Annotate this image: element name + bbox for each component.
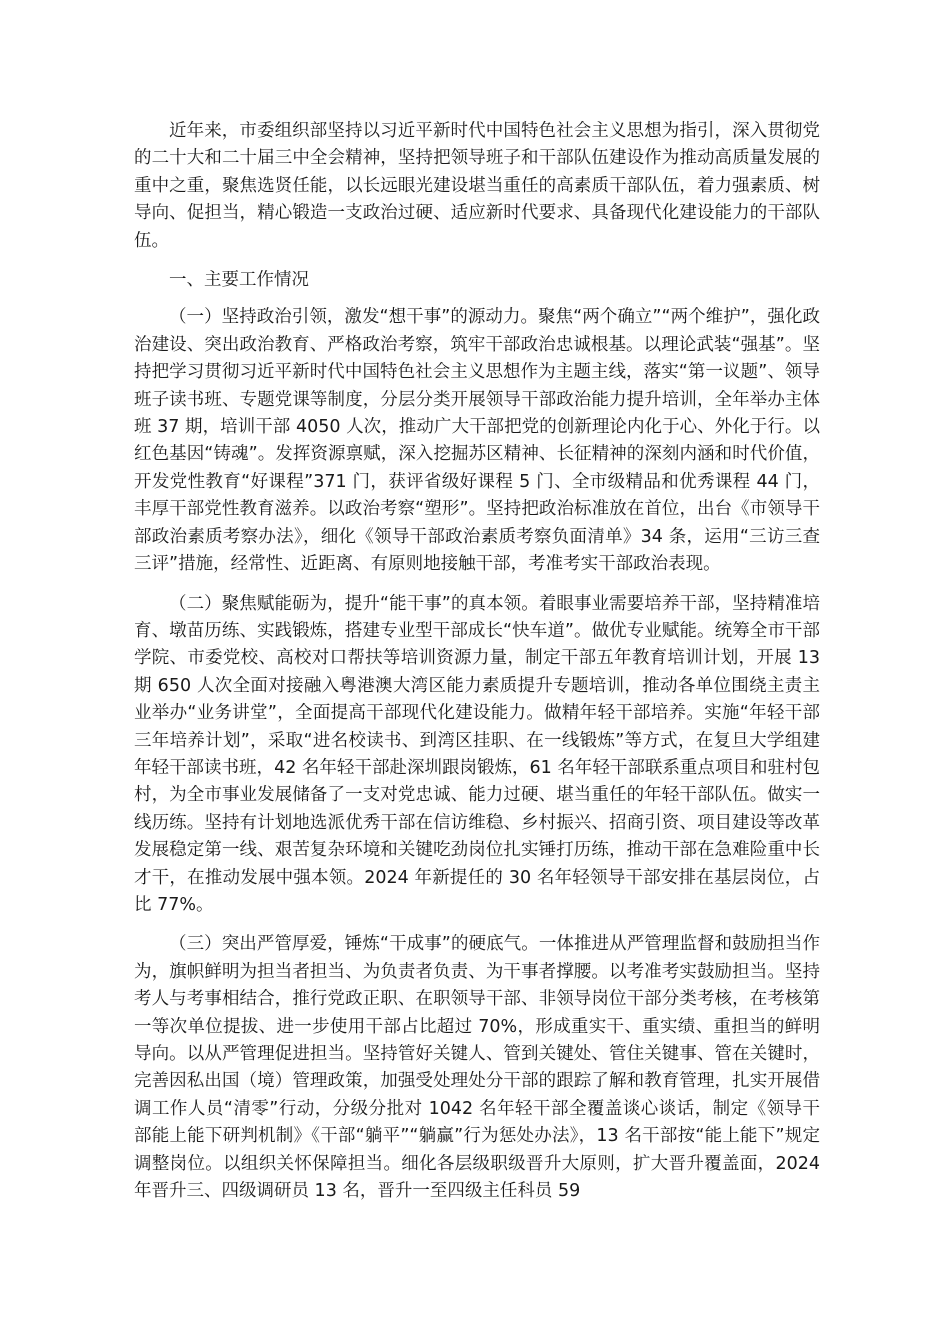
body-paragraph-1: （一）坚持政治引领，激发“想干事”的源动力。聚焦“两个确立”“两个维护”，强化政治建设、突出政治教育、严格政治考察，筑牢干部政治忠诚根基。以理论武装“强基”。坚持把学习贯彻习近平新时代中国特色社会主义思想作为主题主线，落实“第一议题”、领导班子读书班、专题党课等制度，分层分类开展领导干部政治能力提升培训，全年举办主体班 37 期，培训干部 4050 人次，推动广大干部把党的创新理论内化于心、外化于行。以红色基因“铸魂”。发挥资源禀赋，深入挖掘苏区精神、长征精神的深刻内涵和时代价值，开发党性教育“好课程”371 门，获评省级好课程 5 门、全市级精品和优秀课程 44 门，丰厚干部党性教育滋养。以政治考察“塑形”。坚持把政治标准放在首位，出台《市领导干部政治素质考察办法》，细化《领导干部政治素质考察负面清单》34 条，运用“三访三查三评”措施，经常性、近距离、有原则地接触干部，考准考实干部政治表现。: [134, 307, 820, 575]
body-paragraph-2: （二）聚焦赋能砺为，提升“能干事”的真本领。着眼事业需要培养干部，坚持精准培育、墩苗历练、实践锻炼，搭建专业型干部成长“快车道”。做优专业赋能。统筹全市干部学院、市委党校、高校对口帮扶等培训资源力量，制定干部五年教育培训计划，开展 13 期 650 人次全面对接融入粤港澳大湾区能力素质提升专题培训，推动各单位围绕主责主业举办“业务讲堂”，全面提高干部现代化建设能力。做精年轻干部培养。实施“年轻干部三年培养计划”，采取“进名校读书、到湾区挂职、在一线锻炼”等方式，在复旦大学组建年轻干部读书班，42 名年轻干部赴深圳跟岗锻炼，61 名年轻干部联系重点项目和驻村包村，为全市事业发展储备了一支对党忠诚、能力过硬、堪当重任的年轻干部队伍。做实一线历练。坚持有计划地选派优秀干部在信访维稳、乡村振兴、招商引资、项目建设等改革发展稳定第一线、艰苦复杂环境和关键吃劲岗位扎实锤打历练，推动干部在急难险重中长才干，在推动发展中强本领。2024 年新提任的 30 名年轻领导干部安排在基层岗位，占比 77%。: [134, 593, 820, 915]
section-heading: 一、主要工作情况: [169, 270, 309, 291]
body-paragraph-3: （三）突出严管厚爱，锤炼“干成事”的硬底气。一体推进从严管理监督和鼓励担当作为，旗帜鲜明为担当者担当、为负责者负责、为干事者撑腰。以考准考实鼓励担当。坚持考人与考事相结合，推行党政正职、在职领导干部、非领导岗位干部分类考核，在考核第一等次单位提拔、进一步使用干部占比超过 70%，形成重实干、重实绩、重担当的鲜明导向。以从严管理促进担当。坚持管好关键人、管到关键处、管住关键事、管在关键时，完善因私出国（境）管理政策，加强受处理处分干部的跟踪了解和教育管理，扎实开展借调工作人员“清零”行动，分级分批对 1042 名年轻干部全覆盖谈心谈话，制定《领导干部能上能下研判机制》《干部“躺平”“躺赢”行为惩处办法》，13 名干部按“能上能下”规定调整岗位。以组织关怀保障担当。细化各层级职级晋升大原则，扩大晋升覆盖面，2024 年晋升三、四级调研员 13 名，晋升一至四级主任科员 59: [134, 934, 820, 1202]
intro-paragraph: 近年来，市委组织部坚持以习近平新时代中国特色社会主义思想为指引，深入贯彻党的二十大和二十届三中全会精神，坚持把领导班子和干部队伍建设作为推动高质量发展的重中之重，聚焦选贤任能，以长远眼光建设堪当重任的高素质干部队伍，着力强素质、树导向、促担当，精心锻造一支政治过硬、适应新时代要求、具备现代化建设能力的干部队伍。: [134, 121, 820, 251]
document-body: [134, 118, 820, 1217]
